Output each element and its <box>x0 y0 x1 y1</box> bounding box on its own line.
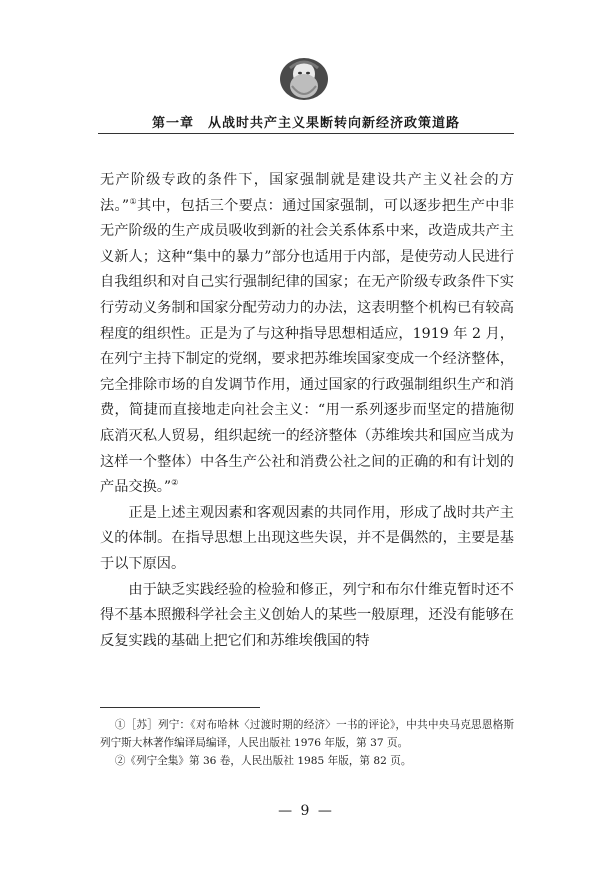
paragraph-1-start: 无产阶级专政的条件下，国家强制就是建设共产主义社会的方法。” <box>100 172 514 214</box>
paragraph-1 <box>100 168 514 501</box>
marx-portrait-icon <box>278 56 330 102</box>
paragraph-2: 正是上述主观因素和客观因素的共同作用，形成了战时共产主义的体制。在指导思想上出现这些失误，并不是偶然的，主要是基于以下原因。 <box>100 504 514 572</box>
paragraph-3: 由于缺乏实践经验的检验和修正，列宁和布尔什维克暂时还不得不基本照搬科学社会主义创始人的某些一般原理，还没有能够在反复实践的基础上把它们和苏维埃俄国的特 <box>100 581 514 649</box>
footnotes <box>100 716 514 770</box>
page-number: — 9 — <box>278 803 334 819</box>
footnote-1: ①［苏］列宁：《对布哈林〈过渡时期的经济〉一书的评论》，中共中央马克思恩格斯列宁斯大林著作编译局编译，人民出版社 1976 年版，第 37 页。 <box>100 719 514 749</box>
footnote-ref-1[interactable]: ① <box>129 196 138 206</box>
body-text <box>100 168 514 654</box>
footnote-rule <box>100 707 260 708</box>
footnote-2: ②《列宁全集》第 36 卷，人民出版社 1985 年版，第 82 页。 <box>114 755 412 767</box>
header-rule <box>98 133 514 134</box>
footnote-ref-2[interactable]: ② <box>171 478 179 488</box>
paragraph-1-body: 其中，包括三个要点：通过国家强制，可以逐步把生产中非无产阶级的生产成员吸收到新的社会关系体系中来，改造成共产主义新人；这种“集中的暴力”部分也适用于内部，是使劳动人民进行自我组织和对自己实行强制纪律的国家；在无产阶级专政条件下实行劳动义务制和国家分配劳动力的办法，这表明整个机构已有较高程度的组织性。正是为了与这种指导思想相适应，1919 年 2 月，在列宁主持下制定的党纲，要求把苏维埃国家变成一个经济整体，完全排除市场的自发调节作用，通过国家的行政强制组织生产和消费，简捷而直接地走向社会主义：“用一系列逐步而坚定的措施彻底消灭私人贸易，组织起统一的经济整体（苏维埃共和国应当成为这样一个整体）中各生产公社和消费公社之间的正确的和有计划的产品交换。” <box>100 197 515 496</box>
running-header: 第一章 从战时共产主义果断转向新经济政策道路 <box>151 116 460 131</box>
